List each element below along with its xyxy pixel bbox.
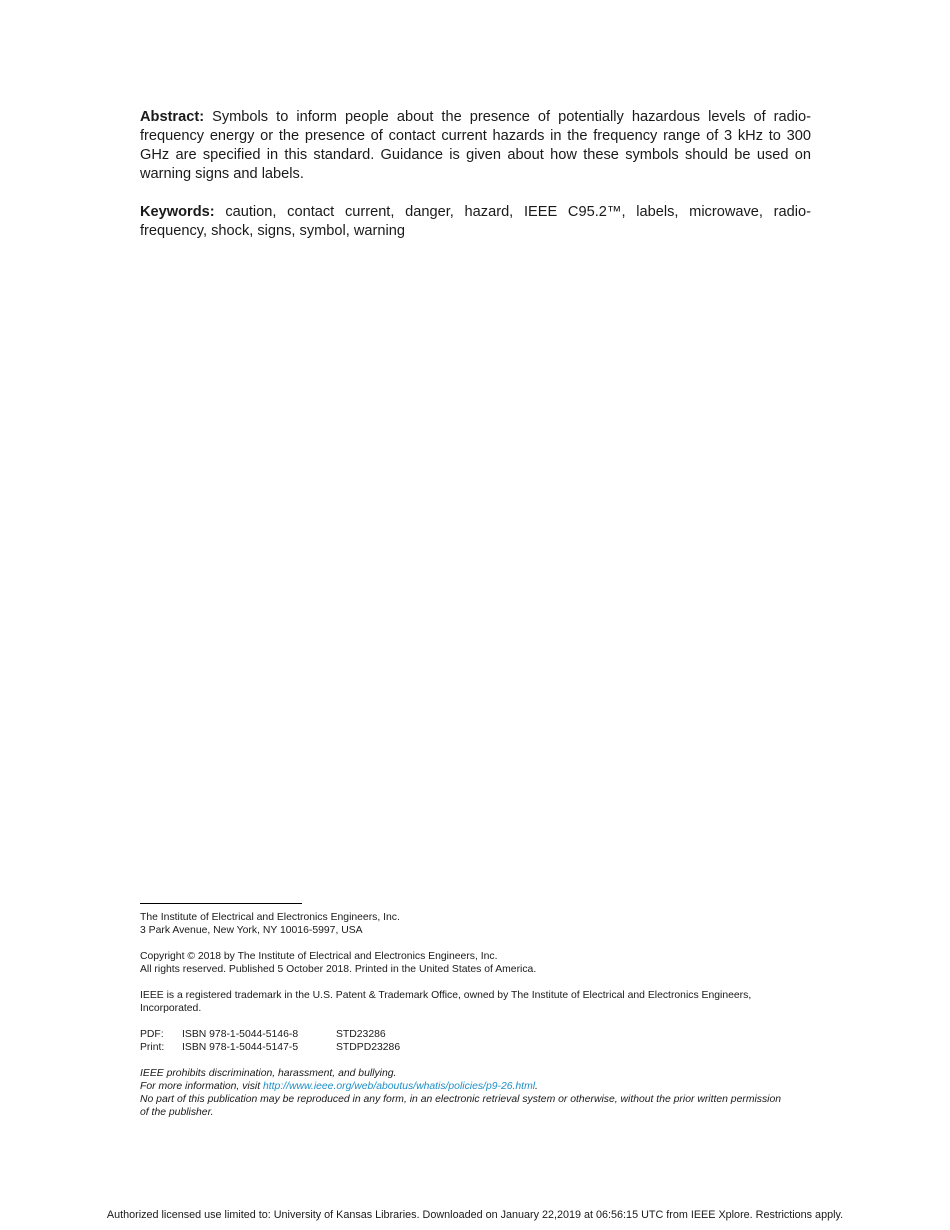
keywords-text: caution, contact current, danger, hazard, IEEE C95.2™, labels, microwave, radio-frequency, shock, signs, symbol, warning — [140, 204, 811, 239]
policy-notice — [140, 1067, 820, 1119]
trademark-line-1: IEEE is a registered trademark in the U.S. Patent & Trademark Office, owned by The Institute of Electrical and Electronics Engineers, — [140, 990, 752, 1001]
policy-link[interactable]: http://www.ieee.org/web/aboutus/whatis/policies/p9-26.html — [263, 1081, 536, 1092]
isbn-format: PDF: — [140, 1029, 164, 1040]
policy-link-suffix: . — [535, 1081, 538, 1092]
publisher-info — [140, 911, 820, 937]
authorization-notice: Authorized licensed use limited to: University of Kansas Libraries. Downloaded on January 22,2019 at 06:56:15 UTC from IEEE Xplore. Restrictions apply. — [106, 1209, 844, 1221]
isbn-format: Print: — [140, 1042, 165, 1053]
trademark-line-2: Incorporated. — [140, 1003, 202, 1014]
abstract-label: Abstract: — [140, 109, 205, 125]
abstract-text: Symbols to inform people about the presence of potentially hazardous levels of radio-frequency energy or the presence of contact current hazards in the frequency range of 3 kHz to 300 GHz are specified in this standard. Guidance is given about how these symbols should be used on warning signs and labels. — [140, 109, 811, 182]
copyright-page-footer — [140, 903, 820, 1132]
policy-line-1: IEEE prohibits discrimination, harassment, and bullying. — [140, 1068, 397, 1079]
policy-line-3: No part of this publication may be reproduced in any form, in an electronic retrieval system or otherwise, without the prior written permission — [140, 1094, 782, 1105]
policy-line-2 — [140, 1080, 820, 1093]
isbn-row-print — [140, 1041, 820, 1054]
isbn-number: ISBN 978-1-5044-5147-5 — [182, 1042, 299, 1053]
policy-line-4: of the publisher. — [140, 1107, 214, 1118]
trademark-notice — [140, 989, 820, 1015]
publisher-name: The Institute of Electrical and Electronics Engineers, Inc. — [140, 912, 400, 923]
abstract-paragraph — [140, 108, 811, 184]
isbn-std: STD23286 — [336, 1029, 386, 1040]
copyright-notice — [140, 950, 820, 976]
abstract-section — [140, 108, 811, 241]
publisher-address: 3 Park Avenue, New York, NY 10016-5997, USA — [140, 925, 363, 936]
footer-divider — [140, 903, 302, 904]
isbn-std: STDPD23286 — [336, 1042, 401, 1053]
copyright-line-2: All rights reserved. Published 5 October 2018. Printed in the United States of America. — [140, 964, 537, 975]
copyright-line-1: Copyright © 2018 by The Institute of Electrical and Electronics Engineers, Inc. — [140, 951, 498, 962]
keywords-paragraph — [140, 203, 811, 241]
isbn-list — [140, 1028, 820, 1054]
isbn-number: ISBN 978-1-5044-5146-8 — [182, 1029, 299, 1040]
policy-link-prefix: For more information, visit — [140, 1081, 263, 1092]
keywords-label: Keywords: — [140, 204, 215, 220]
isbn-row-pdf — [140, 1028, 820, 1041]
